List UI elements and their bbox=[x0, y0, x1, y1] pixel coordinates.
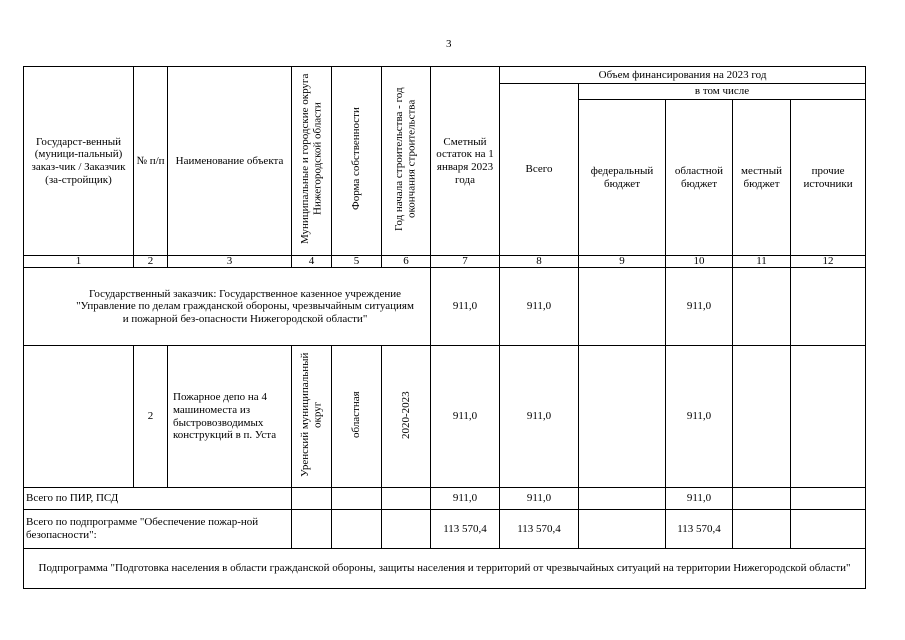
object-years bbox=[382, 346, 431, 488]
object-ownership bbox=[332, 346, 382, 488]
empty-cell bbox=[791, 510, 866, 549]
header-years bbox=[382, 67, 431, 256]
total-subprogram-row bbox=[24, 510, 866, 549]
empty-cell bbox=[579, 488, 666, 510]
empty-cell bbox=[382, 488, 431, 510]
customer-group-remainder: 911,0 bbox=[431, 268, 500, 346]
customer-group-other bbox=[791, 268, 866, 346]
header-financing: Объем финансирования на 2023 год bbox=[500, 67, 866, 84]
object-other bbox=[791, 346, 866, 488]
total-pir-label: Всего по ПИР, ПСД bbox=[24, 488, 292, 510]
subprogram-title: Подпрограмма "Подготовка населения в области гражданской обороны, защиты населения и территорий от чрезвычайных ситуаций на территории Нижегородской области" bbox=[24, 549, 866, 589]
object-row bbox=[24, 346, 866, 488]
header-other: прочие источники bbox=[791, 100, 866, 256]
object-no: 2 bbox=[134, 346, 168, 488]
header-local: местный бюджет bbox=[733, 100, 791, 256]
header-municipality-text: Муниципальные и городские округа Нижегородской области bbox=[298, 74, 324, 245]
object-regional: 911,0 bbox=[666, 346, 733, 488]
total-subprogram-regional: 113 570,4 bbox=[666, 510, 733, 549]
header-municipality bbox=[292, 67, 332, 256]
column-number: 6 bbox=[382, 256, 431, 268]
financing-table bbox=[23, 66, 866, 589]
page-number: 3 bbox=[446, 38, 452, 50]
empty-cell bbox=[332, 510, 382, 549]
empty-cell bbox=[292, 510, 332, 549]
empty-cell bbox=[733, 510, 791, 549]
total-pir-regional: 911,0 bbox=[666, 488, 733, 510]
header-including: в том числе bbox=[579, 84, 866, 100]
empty-cell bbox=[332, 488, 382, 510]
object-customer bbox=[24, 346, 134, 488]
header-ownership-text: Форма собственности bbox=[350, 107, 363, 211]
customer-group-local bbox=[733, 268, 791, 346]
column-number: 8 bbox=[500, 256, 579, 268]
customer-group-row bbox=[24, 268, 866, 346]
header-regional: областной бюджет bbox=[666, 100, 733, 256]
column-numbers-row bbox=[24, 256, 866, 268]
empty-cell bbox=[791, 488, 866, 510]
column-number: 4 bbox=[292, 256, 332, 268]
header-federal: федеральный бюджет bbox=[579, 100, 666, 256]
header-years-text: Год начала строительства - год окончания строительства bbox=[393, 87, 418, 231]
header-object-name: Наименование объекта bbox=[168, 67, 292, 256]
header-customer: Государст-венный (муници-пальный) заказ-чик / Заказчик (за-стройщик) bbox=[24, 67, 134, 256]
column-number: 11 bbox=[733, 256, 791, 268]
object-ownership-text: областная bbox=[350, 391, 363, 439]
customer-group-regional: 911,0 bbox=[666, 268, 733, 346]
object-federal bbox=[579, 346, 666, 488]
object-name: Пожарное депо на 4 машиноместа из быстровозводимых конструкций в п. Уста bbox=[168, 346, 292, 488]
total-subprogram-total: 113 570,4 bbox=[500, 510, 579, 549]
subprogram-title-row bbox=[24, 549, 866, 589]
column-number: 3 bbox=[168, 256, 292, 268]
column-number: 1 bbox=[24, 256, 134, 268]
object-years-text: 2020-2023 bbox=[399, 390, 412, 439]
header-remainder: Сметный остаток на 1 января 2023 года bbox=[431, 67, 500, 256]
object-total: 911,0 bbox=[500, 346, 579, 488]
customer-group-federal bbox=[579, 268, 666, 346]
object-remainder: 911,0 bbox=[431, 346, 500, 488]
total-pir-remainder: 911,0 bbox=[431, 488, 500, 510]
header-no: № п/п bbox=[134, 67, 168, 256]
object-municipality bbox=[292, 346, 332, 488]
header-total: Всего bbox=[500, 84, 579, 256]
object-local bbox=[733, 346, 791, 488]
total-pir-row bbox=[24, 488, 866, 510]
column-number: 7 bbox=[431, 256, 500, 268]
object-municipality-text: Уренский муниципальный округ bbox=[298, 352, 324, 477]
total-subprogram-label: Всего по подпрограмме "Обеспечение пожар-ной безопасности": bbox=[24, 510, 292, 549]
column-number: 2 bbox=[134, 256, 168, 268]
empty-cell bbox=[292, 488, 332, 510]
empty-cell bbox=[579, 510, 666, 549]
column-number: 9 bbox=[579, 256, 666, 268]
empty-cell bbox=[733, 488, 791, 510]
column-number: 10 bbox=[666, 256, 733, 268]
column-number: 5 bbox=[332, 256, 382, 268]
empty-cell bbox=[382, 510, 431, 549]
total-subprogram-remainder: 113 570,4 bbox=[431, 510, 500, 549]
total-pir-total: 911,0 bbox=[500, 488, 579, 510]
column-number: 12 bbox=[791, 256, 866, 268]
customer-group-total: 911,0 bbox=[500, 268, 579, 346]
header-ownership bbox=[332, 67, 382, 256]
customer-group-label: Государственный заказчик: Государственное казенное учреждение "Управление по делам гражданской обороны, чрезвычайным ситуациям и пожарной без-опасности Нижегородской области" bbox=[24, 268, 431, 346]
